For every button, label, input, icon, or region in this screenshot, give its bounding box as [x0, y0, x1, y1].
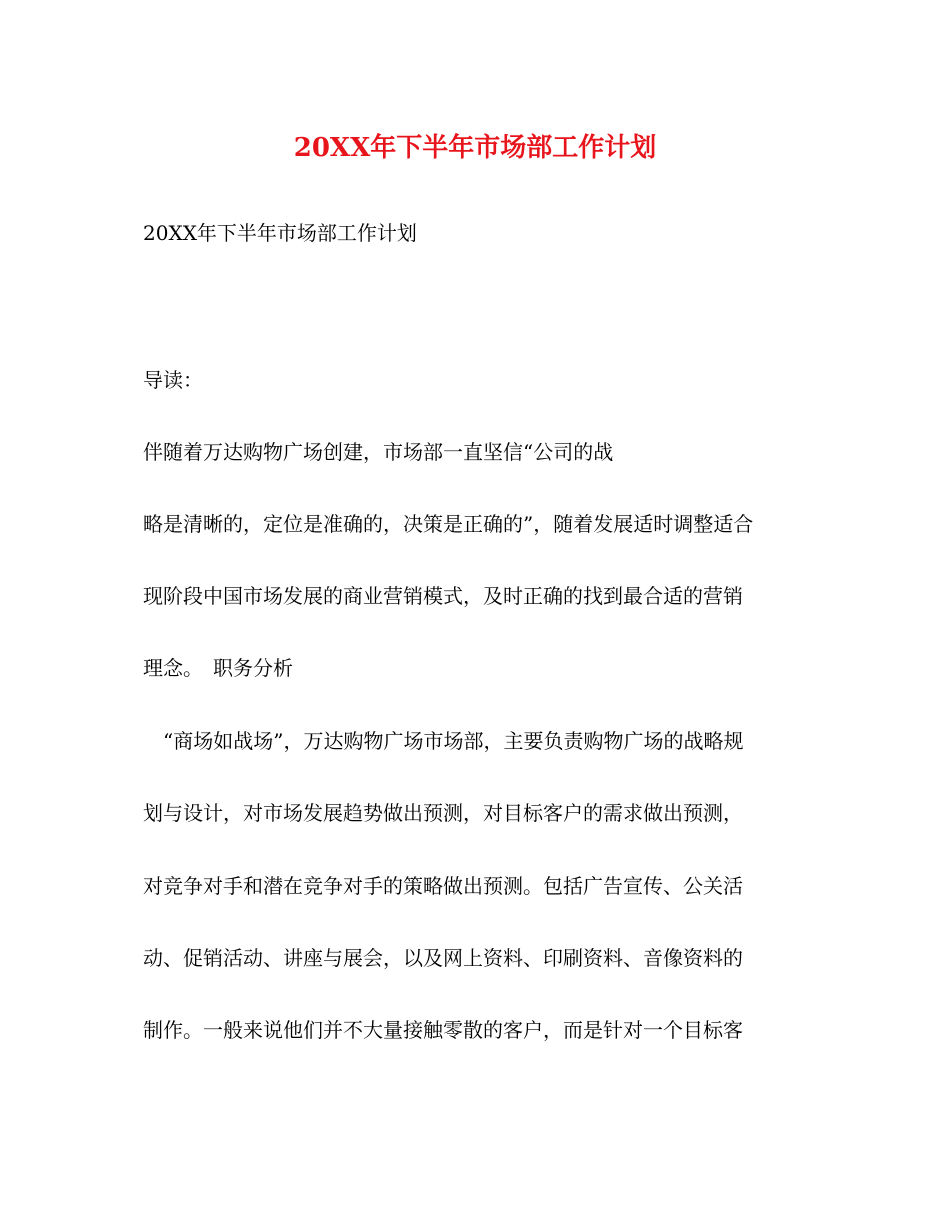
- paragraph-line: 伴随着万达购物广场创建，市场部一直坚信“公司的战: [143, 440, 614, 464]
- paragraph-line: 理念。 职务分析: [143, 656, 293, 680]
- paragraph-line: 划与设计，对市场发展趋势做出预测，对目标客户的需求做出预测，: [143, 801, 743, 825]
- paragraph-line: 动、促销活动、讲座与展会，以及网上资料、印刷资料、音像资料的: [143, 946, 743, 970]
- paragraph-line: 制作。一般来说他们并不大量接触零散的客户，而是针对一个目标客: [143, 1018, 743, 1042]
- paragraph-line: 导读：: [143, 368, 203, 392]
- document-title: 20XX年下半年市场部工作计划: [293, 133, 657, 163]
- paragraph-line: 现阶段中国市场发展的商业营销模式，及时正确的找到最合适的营销: [143, 584, 743, 608]
- document-subtitle: 20XX年下半年市场部工作计划: [143, 221, 417, 245]
- paragraph-line: 略是清晰的，定位是准确的，决策是正确的”，随着发展适时调整适合: [143, 512, 754, 536]
- paragraph-line: 对竞争对手和潜在竞争对手的策略做出预测。包括广告宣传、公关活: [143, 874, 743, 898]
- paragraph-line: “商场如战场”，万达购物广场市场部，主要负责购物广场的战略规: [143, 729, 744, 753]
